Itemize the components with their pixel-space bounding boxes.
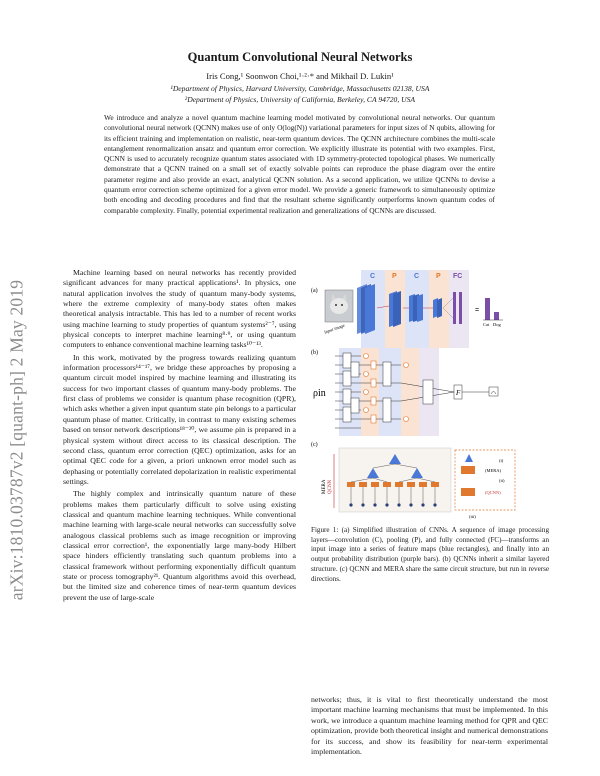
f-gate-label: F	[456, 389, 461, 397]
affiliation-berkeley: ²Department of Physics, University of California, Berkeley, CA 94720, USA	[184, 95, 416, 104]
output-label-dog: Dog	[493, 322, 501, 327]
panel-label-c: (c)	[311, 442, 318, 448]
mera-axis-label: MERA	[322, 479, 327, 494]
abstract: We introduce and analyze a novel quantum machine learning model motivated by convolutional neural networks. Our quantum convolutional neural network (QCNN) makes use of only O(log(N)) variational parameters for input sizes of N qubits, allowing for its efficient training and implementation on realistic, near-term quantum devices. The QCNN architecture combines the multi-scale entanglement renormalization ansatz and quantum error correction. We explicitly illustrate its potential with two examples. First, QCNN is used to accurately recognize quantum states associated with 1D symmetry-protected topological phases. We numerically demonstrate that a QCNN trained on a small set of exactly solvable points can reproduce the phase diagram over the entire parameter regime and also provide an exact, analytical QCNN solution. As a second application, we utilize QCNNs to devise a quantum error correction scheme optimized for a given error model. We provide a generic framework to simultaneously optimize both encoding and decoding procedures and find that the resultant scheme significantly outperforms known quantum codes of comparable complexity. Finally, potential experimental realization and generalizations of QCNNs are discussed.	[104, 113, 495, 215]
body-paragraph: In this work, motivated by the progress towards realizing quantum information processors¹⁴⁻¹⁷, we bridge these approaches by proposing a quantum circuit model inspired by machine learning and illustrating its success for two important classes of quantum many-body problems. The first class of problems we consider is quantum phase recognition (QPR), which asks whether a given input quantum state ρin belongs to a particular quantum phase of matter. Critically, in contrast to many existing schemes based on tensor network descriptions¹⁸⁻²⁰, we assume ρin is prepared in a physical system without direct access to its classical description. The second class, quantum error correction (QEC) optimization, asks for an optimal QEC code for a given, a priori unknown error model such as dephasing or potentially correlated depolarization in realistic experimental settings.	[63, 352, 296, 486]
layer-label-c: C	[370, 273, 376, 280]
body-left-column	[63, 268, 296, 605]
body-right-column: networks; thus, it is vital to first theoretically understand the most important machine learning mechanisms that must be implemented. In this work, we introduce a quantum machine learning method for QPR and QEC optimization, provide both theoretical insight and numerical demonstrations for its success, and show its feasibility for near-term experimental implementation.	[311, 695, 548, 757]
panel-label-a: (a)	[311, 288, 318, 294]
gate-legend-frame	[455, 450, 515, 510]
output-bar-cat	[485, 298, 490, 320]
qcnn-axis-label: QCNN	[328, 479, 333, 494]
layer-label-c: C	[414, 273, 420, 280]
legend-label-mera: (MERA)	[485, 468, 501, 473]
pool-band	[401, 348, 419, 436]
conv-band	[379, 348, 401, 436]
body-paragraph: Machine learning based on neural networks has recently provided significant advances for many practical applications¹. In physics, one natural application involves the study of quantum many-body systems, where the extreme complexity of many-body states often makes theoretical analysis intractable. This has led to a number of recent works using machine learning to study properties of quantum systems²⁻⁷, using physical concepts to interpret machine learning⁸·⁹, or using quantum computers to enhance conventional machine learning tasks¹⁰⁻¹³.	[63, 268, 296, 350]
legend-label-ii: (ii)	[499, 478, 505, 483]
output-bar-dog	[494, 312, 499, 320]
arxiv-id-text: arXiv:1810.03787v2 [quant-ph] 2 May 2019	[6, 279, 27, 601]
input-image-label: Input image	[323, 322, 346, 335]
body-paragraph: The highly complex and intrinsically quantum nature of these problems makes them particularly difficult to solve using existing classical and quantum machine learning techniques. While conventional machine learning with large-scale neural networks can successfully solve analogous classical problems such as image recognition or improving classical error correction¹, the exponentially large many-body Hilbert space hinders efficiently translating such quantum problems into a classical framework without performing exponentially difficult quantum state or process tomography²¹. Quantum algorithms avoid this overhead, but the limited size and coherence times of near-term quantum devices prevent the use of large-scale	[63, 489, 296, 602]
arxiv-identifier-stamp	[2, 250, 32, 630]
legend-label-iii: (iii)	[469, 514, 476, 519]
legend-label-qcnn: (QCNN)	[485, 490, 501, 495]
output-label-cat: Cat	[483, 322, 490, 327]
rho-in-label: ρin	[313, 388, 326, 399]
figure-1	[309, 268, 549, 520]
layer-label-p: P	[392, 273, 397, 280]
paper-title: Quantum Convolutional Neural Networks	[187, 50, 413, 64]
author-list: Iris Cong,¹ Soonwon Choi,¹·²·* and Mikhail D. Lukin¹	[206, 71, 394, 81]
panel-label-b: (b)	[311, 350, 318, 356]
affiliation-harvard: ¹Department of Physics, Harvard University, Cambridge, Massachusetts 02138, USA	[170, 84, 430, 93]
output-arrow: =	[475, 307, 480, 314]
figure-caption: Figure 1: (a) Simplified illustration of CNNs. A sequence of image processing layers—convolution (C), pooling (P), and fully connected (FC)—transforms an input image into a series of feature maps (blue rectangles), and finally into an output probability distribution (purple bars). (b) QCNNs inherit a similar layered structure. (c) QCNN and MERA share the same circuit structure, but run in reverse directions.	[311, 526, 549, 583]
input-cat-image	[325, 290, 353, 322]
legend-label-i: (i)	[499, 458, 504, 463]
layer-label-p: P	[436, 273, 441, 280]
layer-label-fc: FC	[453, 273, 463, 280]
